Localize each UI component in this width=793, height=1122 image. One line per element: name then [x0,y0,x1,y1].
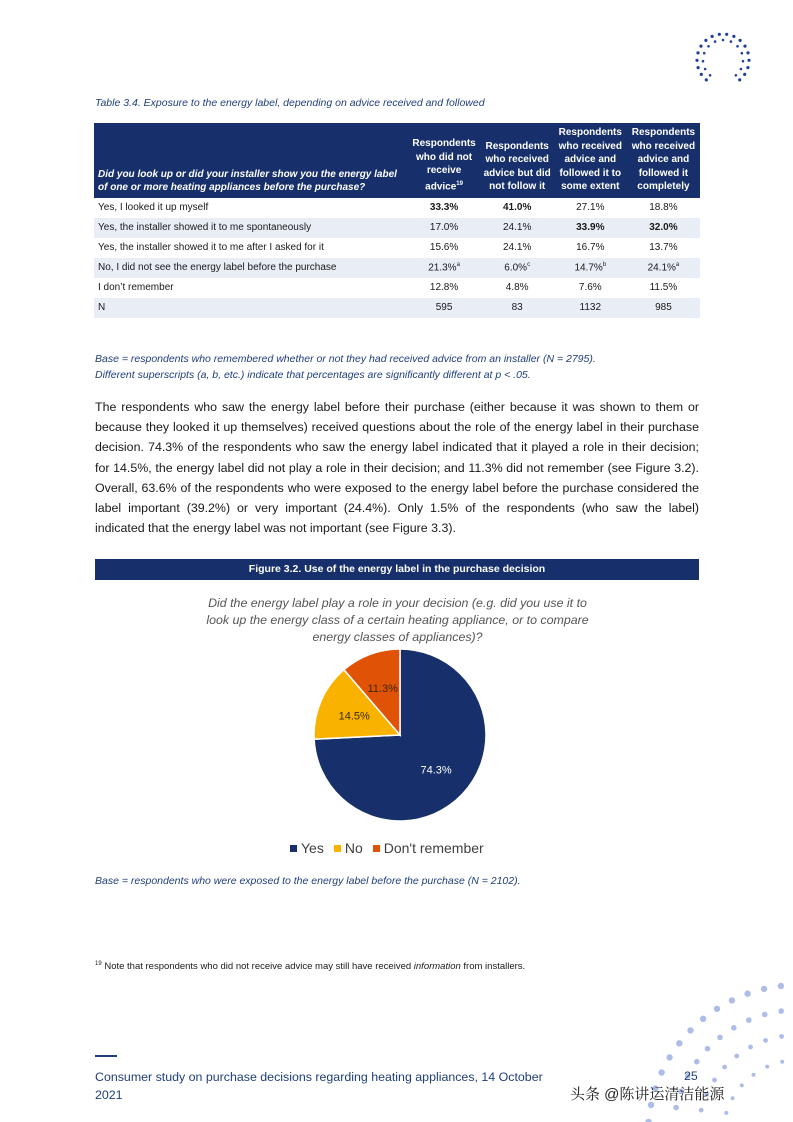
table-cell: 18.8% [649,202,678,213]
figure-base-note: Base = respondents who were exposed to the energy label before the purchase (N = 2102). [95,875,521,887]
data-label: 14.5% [338,710,370,723]
legend-item-yes [290,840,324,856]
table-cell: 27.1% [576,202,605,213]
base-note-line: Base = respondents who remembered whether or not they had received advice from an installer (N = 2795). [95,353,596,365]
table-cell: 4.8% [505,282,529,293]
table-cell: 24.1% [503,242,532,253]
column-header-label: Respondents who received advice and followed it to some extent [558,127,622,192]
table-header-row [94,123,700,198]
column-header [627,123,700,198]
footer-text: Consumer study on purchase decisions regarding heating appliances, 14 October 2021 [95,1070,543,1102]
superscript-note-line: Different superscripts (a, b, etc.) indicate that percentages are significantly different at p < .05. [95,369,531,381]
table-cell: 11.5% [649,282,678,293]
table-cell: 16.7% [576,242,605,253]
table-cell: 83 [481,298,554,318]
legend-swatch [290,845,297,852]
column-header-label: Respondents who received advice but did not follow it [483,140,551,192]
legend-label: Don't remember [383,840,484,856]
table-cell: 595 [408,298,481,318]
table-row [94,298,700,318]
table-cell: 6.0%$^c$ [481,258,554,278]
table-cell: 41.0% [503,202,532,213]
row-label: Yes, the installer showed it to me after I asked for it [98,242,324,253]
table-cell: 7.6% [578,282,602,293]
table-cell: 15.6% [429,242,459,253]
table-cell: 14.7%$^b$ [554,258,627,278]
legend-item-no [334,840,363,856]
footnote: $^{19}$ Note that respondents who did not receive advice may still have received information from installers. [95,961,526,973]
exposure-table [94,123,700,318]
row-label: I don’t remember [98,282,174,293]
row-label: Yes, I looked it up myself [98,202,209,213]
table-row [94,238,700,258]
legend-swatch [373,845,380,852]
column-header [408,123,481,198]
row-label: Yes, the installer showed it to me spontaneously [94,218,408,238]
table-row [94,278,700,298]
data-label: 74.3% [420,764,452,777]
table-cell: 1132 [554,298,627,318]
chart-title: Did the energy label play a role in your decision (e.g. did you use it to look up the energy class of a certain heating appliance, or to compare energy classes of appliances)? [206,596,589,644]
legend-label: Yes [301,840,324,856]
question-header: Did you look up or did your installer show you the energy label of one or more heating appliances before the purchase? [94,123,408,198]
legend-label: No [344,840,363,856]
row-label: No, I did not see the energy label before the purchase [94,258,408,278]
commission-logo-icon [693,30,753,90]
page-number: 25 [684,1069,698,1083]
body-paragraph: The respondents who saw the energy label before their purchase (either because it was shown to them or because they looked it up themselves) received questions about the role of the energy label in their purchase decision. 74.3% of the respondents who saw the energy label indicated that it played a role in their decision; for 14.5%, the energy label did not play a role in their decision; and 11.3% did not remember (see Figure 3.2). Overall, 63.6% of the respondents who were exposed to the energy label before the purchase considered the label important (39.2%) or very important (24.4%). Only 1.5% of the respondents (who saw the label) indicated that the energy label was not important (see Figure 3.3). [95,400,699,536]
table-cell: 33.9% [554,218,627,238]
table-cell: 985 [627,298,700,318]
table-row [94,218,700,238]
table-caption: Table 3.4. Exposure to the energy label, depending on advice received and followed [95,97,485,109]
column-header [481,123,554,198]
watermark-text: 头条 @陈讲运清洁能源 [570,1086,725,1103]
table-row [94,198,700,218]
footer-mark [95,1055,117,1057]
table-cell: 21.3%$^a$ [408,258,481,278]
table-cell: 33.3% [429,202,459,213]
table-cell: 24.1%$^a$ [627,258,700,278]
pie-chart [305,645,495,825]
figure-title: Figure 3.2. Use of the energy label in the purchase decision [95,559,699,580]
table-row [94,258,700,278]
legend-item-dont-remember [373,840,484,856]
column-header-label: Respondents who received advice and followed it completely [631,127,696,192]
table-cell: 12.8% [429,282,459,293]
row-label: N [94,298,408,318]
legend-swatch [334,845,341,852]
footnote-number: 19 [95,961,102,967]
table-cell: 24.1% [481,218,554,238]
table-cell: 17.0% [408,218,481,238]
table-cell: 32.0% [627,218,700,238]
table-base-note [95,351,705,383]
footnote-ref: 19 [456,180,463,187]
chart-legend [290,840,484,856]
table-cell: 13.7% [649,242,678,253]
data-label: 11.3% [367,683,398,696]
column-header [554,123,627,198]
column-header-label: Respondents who did not receive advice [412,138,476,192]
